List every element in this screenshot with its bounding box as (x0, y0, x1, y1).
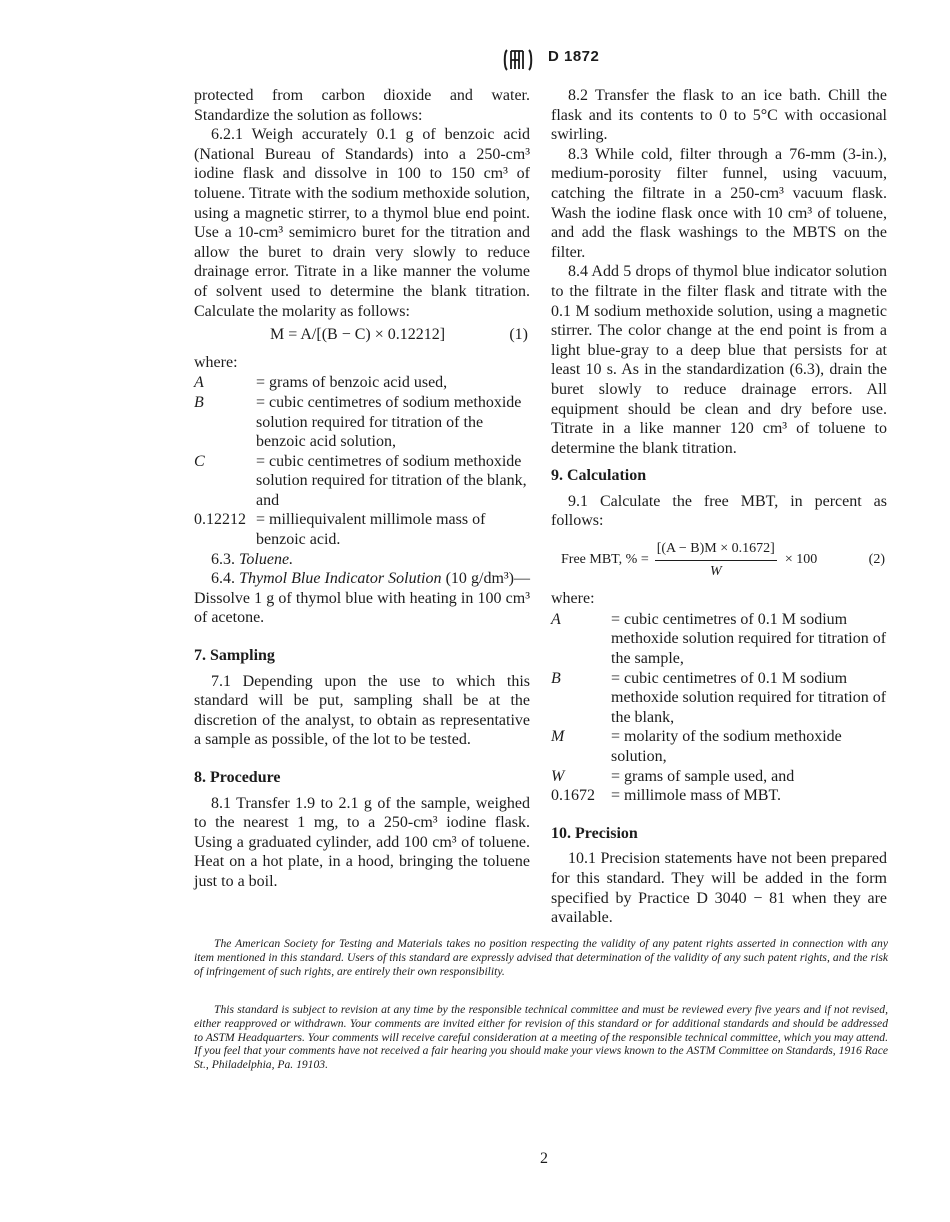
paragraph-6-3-number: 6.3. (211, 550, 235, 568)
paragraph-8-1: 8.1 Transfer 1.9 to 2.1 g of the sample, weighed to the nearest 1 mg, to a 250-cm³ iodine flask. Using a graduated cylinder, add 100 cm³ of toluene. Heat on a hot plate, in a hood, bringing the toluene just to a boil. (194, 794, 530, 890)
definition-item (194, 393, 530, 452)
paragraph-6-2-1: 6.2.1 Weigh accurately 0.1 g of benzoic acid (National Bureau of Standards) into a 250-cm³ iodine flask and dissolve in 100 to 150 cm³ of toluene. Titrate with the sodium methoxide solution, using a magnetic stirrer, to a thymol blue end point. Use a 10-cm³ semimicro buret for the titration and allow the buret to drain very slowly to reduce drainage error. Titrate in a like manner the volume of solvent used to determine the blank titration. Calculate the molarity as follows: (194, 126, 530, 320)
paragraph-9-1: 9.1 Calculate the free MBT, in percent as follows: (551, 492, 887, 530)
patent-notice: The American Society for Testing and Materials takes no position respecting the validity of any patent rights asserted in connection with any item mentioned in this standard. Users of this standard are expressly advised that determination of the validity of any such patent rights, and the risk of infringement of such rights, are entirely their own responsibility. (194, 937, 888, 978)
definition-symbol: C (194, 452, 205, 470)
definition-text: = cubic centimetres of sodium methoxide solution required for titration of the benzoic acid solution, (256, 393, 522, 451)
paragraph-6-4 (194, 569, 530, 628)
section-heading-precision: 10. Precision (551, 824, 638, 842)
definition-item (551, 786, 887, 806)
equation-1-formula: M = A/[(B − C) × 0.12212] (270, 326, 446, 344)
equation-1-number: (1) (509, 326, 528, 344)
definition-list-1 (194, 373, 530, 549)
left-column (194, 86, 530, 892)
page-number: 2 (540, 1150, 548, 1167)
equation-2-lhs: Free MBT, % = (561, 552, 649, 568)
definition-symbol: A (194, 374, 204, 392)
paragraph-6-4-number: 6.4. (211, 570, 235, 588)
definition-item (194, 373, 530, 393)
section-heading-calculation: 9. Calculation (551, 467, 647, 485)
standard-designation: D 1872 (548, 48, 600, 65)
definition-text: = molarity of the sodium methoxide solution, (611, 728, 842, 765)
revision-notice: This standard is subject to revision at any time by the responsible technical committee and must be reviewed every five years and if not revised, either reapproved or withdrawn. Your comments are invited either for revision of this standard or for additional standards and should be addressed to ASTM Headquarters. Your comments will receive careful consideration at a meeting of the responsible technical committee, which you may attend. If you feel that your comments have not received a fair hearing you should make your views known to the ASTM Committee on Standards, 1916 Race St., Philadelphia, Pa. 19103. (194, 1003, 888, 1072)
definition-text: = milliequivalent millimole mass of benzoic acid. (256, 511, 486, 549)
definition-text: = millimole mass of MBT. (611, 787, 782, 805)
paragraph-6-3 (194, 550, 530, 570)
definition-item (551, 669, 887, 728)
definition-text: = grams of benzoic acid used, (256, 374, 448, 392)
equation-2-number: (2) (868, 552, 885, 568)
definition-item (194, 510, 530, 549)
right-column (551, 86, 887, 928)
equation-2-fraction (655, 539, 777, 581)
paragraph-8-3: 8.3 While cold, filter through a 76-mm (3-in.), medium-porosity filter funnel, using vacuum, catching the filtrate in a 250-cm³ vacuum flask. Wash the iodine flask once with 10 cm³ of toluene, and add the flask washings to the MBTS on the filter. (551, 145, 887, 261)
definition-symbol: A (551, 610, 561, 628)
paragraph-6-3-title: Toluene. (239, 550, 294, 568)
definition-symbol: M (551, 728, 565, 746)
definition-item (551, 767, 887, 787)
equation-2 (561, 539, 887, 581)
section-heading-sampling: 7. Sampling (194, 647, 275, 665)
astm-logo (503, 47, 533, 73)
paragraph-7-1: 7.1 Depending upon the use to which this standard will be put, sampling shall be at the discretion of the analyst, to obtain as representative a sample as possible, of the lot to be tested. (194, 672, 530, 749)
definition-item (551, 610, 887, 669)
where-label: where: (194, 353, 238, 371)
paragraph-10-1: 10.1 Precision statements have not been prepared for this standard. They will be added in the form specified by Practice D 3040 − 81 when they are available. (551, 850, 887, 927)
page-header (0, 44, 950, 74)
paragraph-6-4-text: (10 g/dm³)—Dissolve 1 g of thymol blue with heating in 100 cm³ of acetone. (194, 570, 531, 627)
where-label: where: (551, 590, 595, 608)
equation-1 (194, 325, 530, 345)
definition-symbol: 0.12212 (194, 511, 246, 529)
equation-2-numerator: [(A − B)M × 0.1672] (655, 539, 777, 561)
definition-symbol: W (551, 767, 565, 785)
definition-text: = cubic centimetres of sodium methoxide solution required for titration of the blank, and (256, 452, 527, 509)
definition-symbol: B (194, 393, 204, 411)
paragraph-8-2: 8.2 Transfer the flask to an ice bath. Chill the flask and its contents to 0 to 5°C with occasional swirling. (551, 87, 887, 144)
paragraph-6-4-title: Thymol Blue Indicator Solution (239, 570, 442, 588)
definition-text: = cubic centimetres of 0.1 M sodium methoxide solution required for titration of the blank, (611, 669, 887, 726)
section-heading-procedure: 8. Procedure (194, 769, 281, 786)
definition-symbol: 0.1672 (551, 787, 595, 805)
definition-text: = grams of sample used, and (611, 767, 795, 785)
definition-symbol: B (551, 669, 561, 687)
paragraph-8-4: 8.4 Add 5 drops of thymol blue indicator solution to the filtrate in the filter flask and titrate with the 0.1 M sodium methoxide solution, using a magnetic stirrer. The color change at the end point is from a light blue-gray to a deep blue that persists for at least 10 s. As in the standardization (6.3), drain the buret slowly to reduce drainage errors. All equipment should be clean and dry before use. Titrate in a like manner 120 cm³ of toluene to determine the blank titration. (551, 263, 887, 457)
definition-item (194, 452, 530, 511)
equation-2-tail: × 100 (784, 552, 818, 568)
definition-list-2 (551, 610, 887, 806)
definition-item (551, 727, 887, 766)
definition-text: = cubic centimetres of 0.1 M sodium methoxide solution required for titration of the sample, (611, 610, 887, 668)
equation-2-denominator: W (709, 563, 722, 579)
paragraph-intro: protected from carbon dioxide and water. Standardize the solution as follows: (194, 87, 530, 124)
